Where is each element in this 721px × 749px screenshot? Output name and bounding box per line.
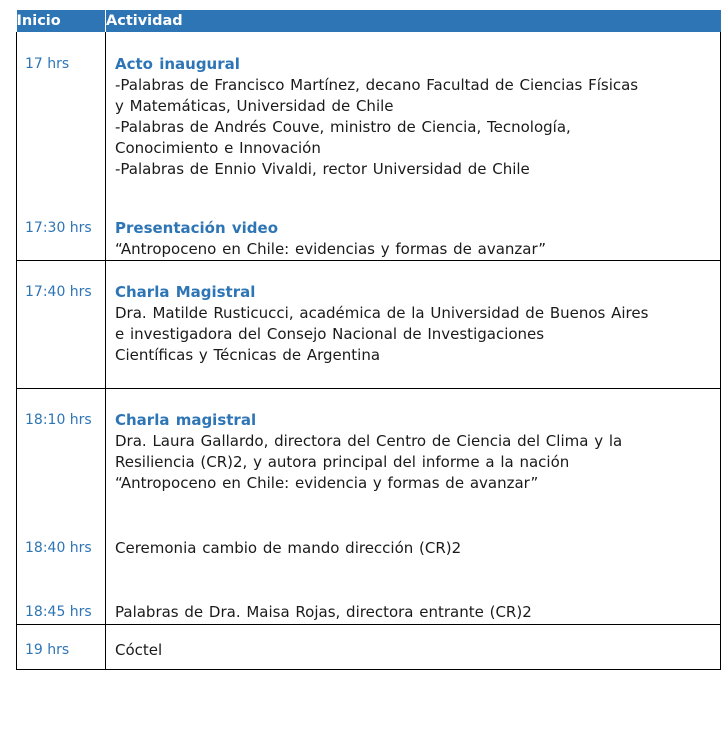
activity-line: Palabras de Dra. Maisa Rojas, directora entrante (CR)2 (115, 603, 532, 621)
activity-line: Dra. Laura Gallardo, directora del Centro de Ciencia del Clima y la (115, 432, 623, 450)
activity-title: Acto inaugural (115, 55, 240, 73)
table-row (17, 261, 721, 389)
activity-cell (106, 194, 721, 261)
time-label: 18:40 hrs (25, 540, 92, 556)
time-cell (17, 261, 106, 389)
activity-cell (106, 580, 721, 625)
time-cell (17, 516, 106, 580)
table-row (17, 625, 721, 670)
time-cell (17, 580, 106, 625)
time-label: 18:10 hrs (25, 412, 92, 428)
time-cell (17, 389, 106, 517)
activity-title: Charla Magistral (115, 283, 256, 301)
time-cell (17, 32, 106, 194)
activity-line: Cóctel (115, 641, 163, 659)
header-inicio: Inicio (17, 10, 106, 32)
table-row (17, 194, 721, 261)
activity-line: -Palabras de Ennio Vivaldi, rector Universidad de Chile (115, 160, 530, 178)
activity-cell (106, 261, 721, 389)
time-label: 17:30 hrs (25, 220, 92, 236)
header-actividad: Actividad (106, 10, 721, 32)
activity-line: -Palabras de Francisco Martínez, decano Facultad de Ciencias Físicas (115, 76, 639, 94)
activity-cell (106, 516, 721, 580)
activity-cell (106, 32, 721, 194)
activity-line: Ceremonia cambio de mando dirección (CR)2 (115, 539, 462, 557)
time-label: 17:40 hrs (25, 284, 92, 300)
activity-line: “Antropoceno en Chile: evidencias y formas de avanzar” (115, 240, 547, 258)
time-label: 18:45 hrs (25, 604, 92, 620)
time-label: 19 hrs (25, 642, 70, 658)
activity-line: Científicas y Técnicas de Argentina (115, 346, 381, 364)
activity-line: -Palabras de Andrés Couve, ministro de Ciencia, Tecnología, (115, 118, 571, 136)
activity-line: e investigadora del Consejo Nacional de Investigaciones (115, 325, 545, 343)
table-row (17, 389, 721, 517)
time-cell (17, 194, 106, 261)
activity-line: y Matemáticas, Universidad de Chile (115, 97, 394, 115)
activity-cell (106, 389, 721, 517)
time-cell (17, 625, 106, 670)
time-label: 17 hrs (25, 56, 70, 72)
activity-line: Conocimiento e Innovación (115, 139, 321, 157)
table-header-row (17, 10, 721, 32)
activity-cell (106, 625, 721, 670)
activity-line: “Antropoceno en Chile: evidencia y formas de avanzar” (115, 474, 539, 492)
program-table (16, 10, 721, 670)
table-row (17, 32, 721, 194)
activity-line: Dra. Matilde Rusticucci, académica de la Universidad de Buenos Aires (115, 304, 649, 322)
activity-title: Presentación video (115, 219, 279, 237)
table-row (17, 516, 721, 580)
activity-title: Charla magistral (115, 411, 257, 429)
table-row (17, 580, 721, 625)
activity-line: Resiliencia (CR)2, y autora principal del informe a la nación (115, 453, 570, 471)
